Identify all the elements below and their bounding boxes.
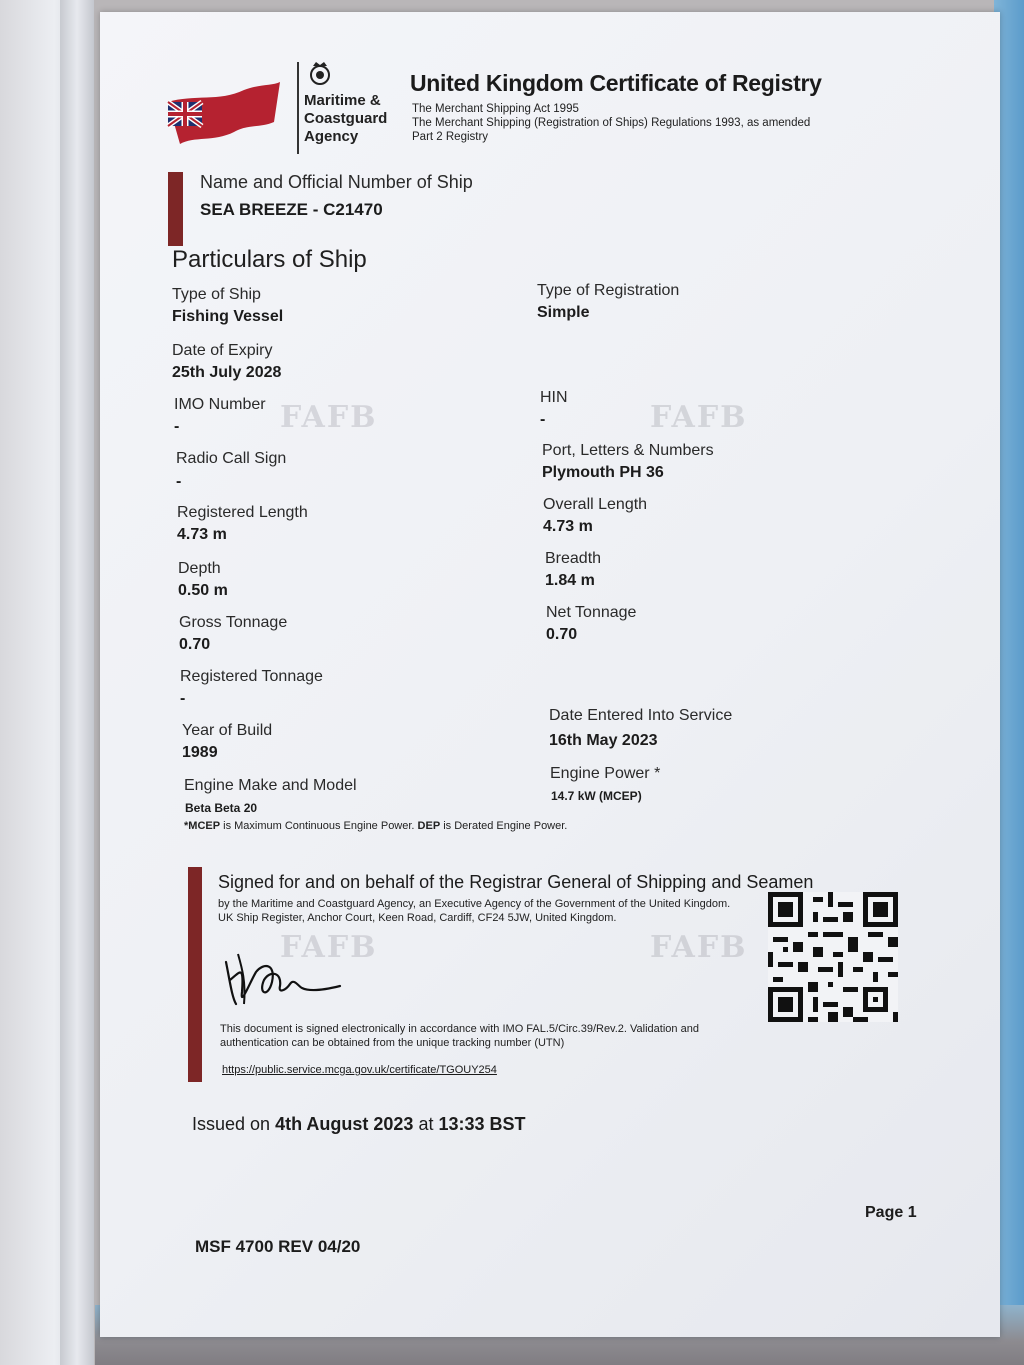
overall-length-value: 4.73 m [543,518,593,535]
registered-tonnage-value: - [180,690,186,707]
certificate-page [100,12,1000,1337]
watermark: FAFB [650,400,748,435]
breadth-label: Breadth [545,550,602,567]
watermark: FAFB [280,400,378,435]
signature-image [220,942,360,1012]
hin-label: HIN [540,389,568,406]
registered-tonnage-label: Registered Tonnage [180,668,323,685]
hin-value: - [540,411,546,428]
breadth-value: 1.84 m [545,572,595,589]
type-of-ship-value: Fishing Vessel [172,308,284,325]
form-code: MSF 4700 REV 04/20 [195,1237,361,1256]
watermark: FAFB [650,930,748,965]
type-of-ship-label: Type of Ship [172,286,261,303]
watermark: FAFB [280,930,378,965]
registered-length-label: Registered Length [177,504,308,521]
signed-body: by the Maritime and Coastguard Agency, an Executive Agency of the Government of the United Kingdom. UK Ship Register, Anchor Court, Keen Road, Cardiff, CF24 5JW, United Kingdom. [218,898,731,924]
radio-call-sign-value: - [176,473,182,490]
ship-name-value: SEA BREEZE - C21470 [200,200,383,219]
engine-power-footnote [184,820,567,832]
radio-call-sign-label: Radio Call Sign [176,450,287,467]
date-entered-service-value: 16th May 2023 [549,732,658,749]
signature-accent-bar [188,867,202,1082]
type-of-registration-label: Type of Registration [537,282,680,299]
certificate-title: United Kingdom Certificate of Registry [410,70,822,96]
issued-time: 13:33 BST [438,1114,526,1134]
agency-name: Maritime & Coastguard Agency [304,92,388,145]
footnote-text: is Maximum Continuous Engine Power. [220,820,418,832]
issued-line [192,1114,526,1135]
engine-make-model-value: Beta Beta 20 [185,801,258,815]
gross-tonnage-value: 0.70 [179,636,211,653]
issued-prefix: Issued on [192,1114,276,1134]
depth-value: 0.50 m [178,582,228,599]
imo-number-value: - [174,418,180,435]
validation-link[interactable]: https://public.service.mcga.gov.uk/certificate/TGOUY254 [222,1064,497,1076]
issued-date: 4th August 2023 [275,1114,414,1134]
date-of-expiry-value: 25th July 2028 [172,364,282,381]
imo-number-label: IMO Number [174,396,266,413]
agency-divider [297,62,299,154]
footnote-text: is Derated Engine Power. [440,820,568,832]
port-letters-numbers-label: Port, Letters & Numbers [542,442,714,459]
particulars-heading: Particulars of Ship [172,246,367,273]
ship-name-label: Name and Official Number of Ship [200,172,473,192]
net-tonnage-label: Net Tonnage [546,604,637,621]
legislation-lines [412,102,810,144]
year-of-build-label: Year of Build [182,722,273,739]
footnote-term: DEP [417,820,441,832]
ship-name-accent-bar [168,172,183,246]
type-of-registration-value: Simple [537,304,590,321]
engine-power-label: Engine Power * [550,765,661,782]
binder-spine [60,0,94,1365]
gross-tonnage-label: Gross Tonnage [179,614,288,631]
footnote-term: *MCEP [184,820,221,832]
depth-label: Depth [178,560,221,577]
date-entered-service-label: Date Entered Into Service [549,707,733,724]
legislation-line: The Merchant Shipping Act 1995 [412,103,579,115]
royal-crest-icon [305,60,335,88]
port-letters-numbers-value: Plymouth PH 36 [542,464,664,481]
qr-code-image [768,892,898,1022]
legislation-line: The Merchant Shipping (Registration of Ships) Regulations 1993, as amended [412,117,811,129]
engine-power-value: 14.7 kW (MCEP) [551,789,642,803]
legislation-line: Part 2 Registry [412,131,489,143]
issued-mid: at [413,1114,439,1134]
net-tonnage-value: 0.70 [546,626,578,643]
registered-length-value: 4.73 m [177,526,227,543]
red-ensign-flag-icon [164,72,284,152]
year-of-build-value: 1989 [182,744,218,761]
overall-length-label: Overall Length [543,496,648,513]
date-of-expiry-label: Date of Expiry [172,342,273,359]
signed-title: Signed for and on behalf of the Registrar General of Shipping and Seamen [218,872,814,892]
page-number: Page 1 [865,1204,917,1221]
engine-make-model-label: Engine Make and Model [184,777,357,794]
electronic-signature-note: This document is signed electronically in accordance with IMO FAL.5/Circ.39/Rev.2. Validation and authentication can be obtained from the unique tracking number (UTN) [220,1023,699,1049]
